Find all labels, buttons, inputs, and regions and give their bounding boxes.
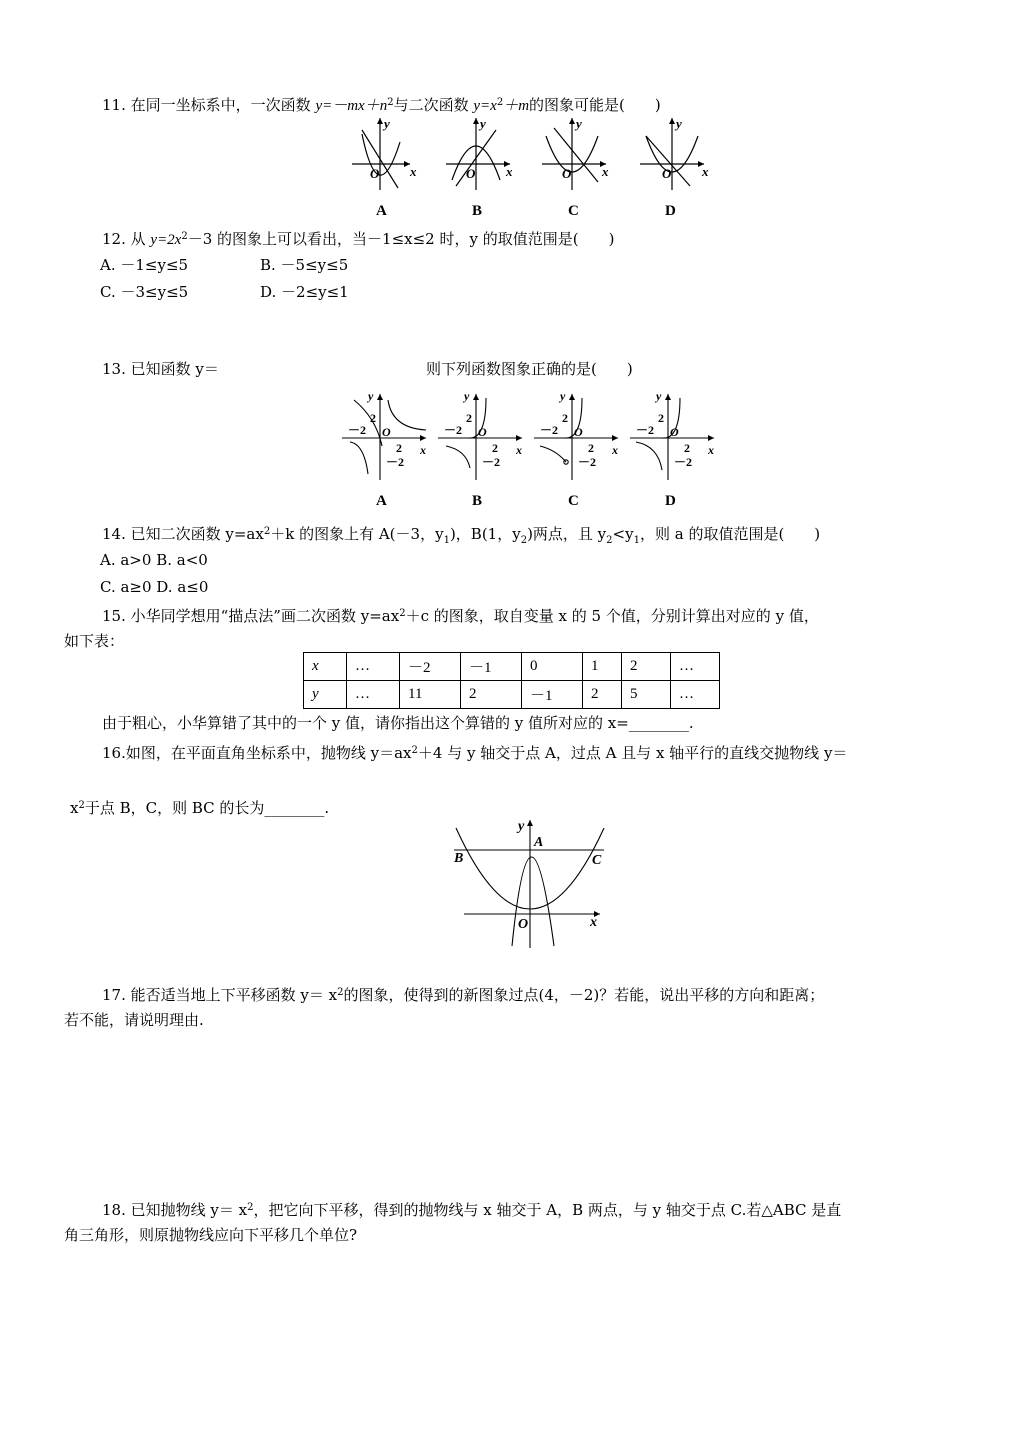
q11a-y-label: y (384, 116, 390, 131)
table-cell: －2 (400, 653, 461, 681)
q13c-y-label: y (560, 389, 566, 403)
q13-arrow-x-c (612, 435, 618, 441)
table-cell: y (304, 681, 347, 709)
q13c-o-label: O (574, 425, 583, 439)
q11b-x-label: x (506, 164, 513, 179)
q15-line1a: 15. 小华同学想用“描点法”画二次函数 y=ax (102, 607, 400, 625)
table-cell: 1 (583, 653, 622, 681)
q13b-o-label: O (478, 425, 487, 439)
q13d-neg2-x: －2 (636, 423, 655, 437)
q11-func1: y=－mx＋n (315, 98, 388, 114)
q11-text-a: 在同一坐标系中，一次函数 (130, 96, 311, 114)
q13c-neg2-x: －2 (540, 423, 559, 437)
table-cell: 5 (622, 681, 671, 709)
q16-label-c: C (592, 853, 602, 868)
table-cell: … (671, 653, 720, 681)
q16-label-b: B (454, 851, 464, 866)
q11c-x-label: x (602, 164, 609, 179)
q11-text-b: 与二次函数 (393, 96, 469, 114)
table-cell: x (304, 653, 347, 681)
q13-label-d: D (665, 493, 676, 509)
q13d-o-label: O (670, 425, 679, 439)
q13b-neg2-x: －2 (444, 423, 463, 437)
q16-label-y: y (518, 819, 525, 834)
q16-label-x: x (590, 915, 597, 930)
q14-sup: 2 (263, 526, 271, 537)
q13-arrow-x-b (516, 435, 522, 441)
q12-func: y=2x (150, 232, 182, 248)
table-cell: … (671, 681, 720, 709)
q18-sup: 2 (247, 1202, 254, 1213)
table-cell: －1 (461, 653, 522, 681)
q13a-neg2-y: －2 (386, 455, 405, 469)
q11d-o-label: O (662, 166, 672, 181)
q11c-line (554, 128, 598, 182)
q13d-two: 2 (658, 411, 664, 425)
q16-line2b: 于点 B，C，则 BC 的长为________. (84, 799, 330, 817)
table-cell: … (347, 653, 400, 681)
q12-tail: －3 的图象上可以看出，当－1≤x≤2 时，y 的取值范围是( ) (187, 230, 615, 248)
q11b-y-label: y (480, 116, 486, 131)
q13a-curve-right (388, 400, 426, 430)
q13c-x-label: x (612, 443, 618, 457)
q13-label-c: C (568, 493, 579, 509)
table-cell: 11 (400, 681, 461, 709)
q16-line2a: x (70, 799, 79, 817)
table-cell: 2 (622, 653, 671, 681)
q13-label-a: A (376, 493, 387, 509)
q11-arrow-y-b (473, 118, 479, 124)
q14-options-cd: C. a≥0 D. a≤0 (100, 578, 209, 596)
q11-number: 11. (102, 96, 126, 114)
q12-line (102, 227, 614, 250)
q11a-x-label: x (410, 164, 417, 179)
q15-after: 由于粗心，小华算错了其中的一个 y 值，请你指出这个算错的 y 值所对应的 x=________. (102, 714, 694, 732)
q17-sup: 2 (337, 987, 344, 998)
q11-label-c: C (568, 203, 579, 219)
q12-option-a: A. －1≤y≤5 (100, 256, 189, 274)
table-cell: 2 (583, 681, 622, 709)
q14-mid4: <y (612, 525, 634, 543)
q11-sup1: 2 (387, 97, 394, 108)
q11c-y-label: y (576, 116, 582, 131)
q11c-o-label: O (562, 166, 572, 181)
q13-arrow-x-a (420, 435, 426, 441)
q14-tail: ，则 a 的取值范围是( ) (639, 525, 821, 543)
q13-figures (336, 388, 728, 484)
q16-label-a: A (534, 835, 544, 850)
q16-line1b: ＋4 与 y 轴交于点 A，过点 A 且与 x 轴平行的直线交抛物线 y＝ (417, 744, 848, 762)
q14-mid3: )两点，且 y (527, 525, 607, 543)
q16-sup1: 2 (411, 745, 418, 756)
table-row (304, 681, 720, 709)
q13a-two: 2 (370, 411, 376, 425)
q16-line2 (70, 796, 329, 818)
q13-label-b: B (472, 493, 483, 509)
q13b-two-x: 2 (492, 441, 498, 455)
q13d-y-label: y (656, 389, 662, 403)
q17-line1a: 17. 能否适当地上下平移函数 y＝ x (102, 986, 338, 1004)
q13b-hyperbola (446, 446, 470, 468)
q11d-y-label: y (676, 116, 682, 131)
q11-label-d: D (665, 203, 676, 219)
q13d-neg2-y: －2 (674, 455, 693, 469)
q16-narrow-parabola (512, 857, 554, 946)
q11-arrow-y-c (569, 118, 575, 124)
q13a-o-label: O (382, 425, 391, 439)
q13a-x-label: x (420, 443, 426, 457)
q12-sup: 2 (181, 231, 188, 242)
q11-arrow-y-d (669, 118, 675, 124)
q13a-neg2-x: －2 (348, 423, 367, 437)
q18-line1b: ，把它向下平移，得到的抛物线与 x 轴交于 A，B 两点，与 y 轴交于点 C.若△ABC 是直 (253, 1201, 842, 1219)
table-cell: … (347, 681, 400, 709)
q13-arrow-y-d (665, 394, 671, 400)
q16-sup2: 2 (78, 800, 85, 811)
q15-line1b: ＋c 的图象，取自变量 x 的 5 个值，分别计算出对应的 y 值， (405, 607, 819, 625)
q13c-two: 2 (562, 411, 568, 425)
q17-line2: 若不能，请说明理由. (64, 1011, 204, 1029)
q13c-two-x: 2 (588, 441, 594, 455)
q13a-y-label: y (368, 389, 374, 403)
table-cell: 2 (461, 681, 522, 709)
q15-line1 (102, 604, 819, 626)
q15-sup: 2 (399, 608, 406, 619)
q14-mid: ＋k 的图象上有 A(－3，y (270, 525, 444, 543)
q13-lead: 13. 已知函数 y＝ (102, 360, 219, 378)
q15-table (303, 652, 720, 709)
q16-arrow-y (527, 820, 533, 826)
q11-func2b: ＋m (503, 98, 530, 114)
q13c-neg2-y: －2 (578, 455, 597, 469)
q15-line2: 如下表： (64, 632, 125, 650)
q11d-x-label: x (702, 164, 709, 179)
q12-option-d: D. －2≤y≤1 (260, 283, 349, 301)
q14-sub2: 2 (520, 535, 528, 546)
q17-line1 (102, 983, 824, 1005)
q18-line1 (102, 1198, 841, 1220)
q13-arrow-y-c (569, 394, 575, 400)
q13d-two-x: 2 (684, 441, 690, 455)
q13d-x-label: x (708, 443, 714, 457)
q13-arrow-x-d (708, 435, 714, 441)
q16-line1a: 16.如图，在平面直角坐标系中，抛物线 y＝ax (102, 744, 412, 762)
q16-label-o: O (518, 917, 529, 932)
q14-sub1: 1 (443, 535, 450, 546)
q14-lead: 14. 已知二次函数 y=ax (102, 525, 264, 543)
q14-sub4: 1 (633, 535, 640, 546)
q12-option-b: B. －5≤y≤5 (260, 256, 349, 274)
q13b-x-label: x (516, 443, 522, 457)
q18-line1a: 18. 已知抛物线 y＝ x (102, 1201, 248, 1219)
q12-option-c: C. －3≤y≤5 (100, 283, 189, 301)
q12-number: 12. 从 (102, 230, 146, 248)
q13-arrow-y-a (377, 394, 383, 400)
table-row (304, 653, 720, 681)
q13-arrow-y-b (473, 394, 479, 400)
q11-figures (340, 112, 720, 192)
q13b-two: 2 (466, 411, 472, 425)
q14-line (102, 522, 820, 551)
q11-func2: y=x (473, 98, 497, 114)
q13-tail: 则下列函数图象正确的是( ) (426, 360, 633, 378)
q11-text-c: 的图象可能是( ) (529, 96, 661, 114)
q11-label-b: B (472, 203, 483, 219)
q16-figure (450, 814, 620, 950)
q16-line1 (102, 741, 847, 763)
q14-sub3: 2 (606, 535, 613, 546)
q13b-y-label: y (464, 389, 470, 403)
q11-label-a: A (376, 203, 387, 219)
q11a-o-label: O (370, 166, 380, 181)
q13a-hyperbola (350, 442, 368, 474)
q11-arrow-y-a (377, 118, 383, 124)
q18-line2: 角三角形，则原抛物线应向下平移几个单位? (64, 1226, 358, 1244)
table-cell: －1 (522, 681, 583, 709)
q13b-neg2-y: －2 (482, 455, 501, 469)
q13d-hyperbola (636, 442, 662, 470)
q11b-o-label: O (466, 166, 476, 181)
q11-sup2: 2 (496, 97, 504, 108)
q13a-two-x: 2 (396, 441, 402, 455)
q17-line1b: 的图象，使得到的新图象过点(4，－2)？若能，说出平移的方向和距离； (343, 986, 825, 1004)
q13c-hyperbola (540, 446, 566, 462)
table-cell: 0 (522, 653, 583, 681)
q14-options-ab: A. a>0 B. a<0 (100, 551, 208, 569)
q14-mid2: )，B(1，y (449, 525, 521, 543)
